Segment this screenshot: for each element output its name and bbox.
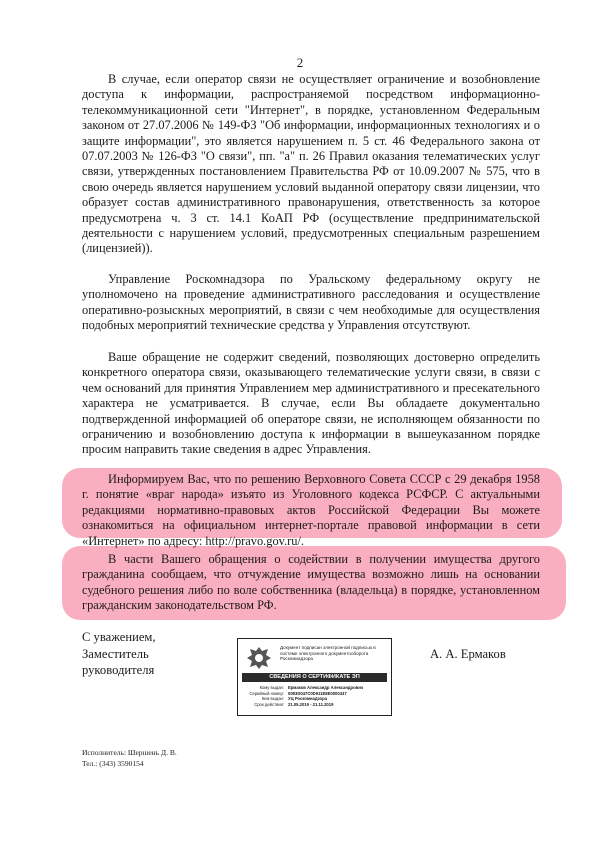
phone-line: Тел.: (343) 3590154 [82, 759, 144, 768]
stamp-certificate-title: СВЕДЕНИЯ О СЕРТИФИКАТЕ ЭП [242, 673, 387, 682]
stamp-row: Срок действия: 21.05.2019 - 21.11.2019 [254, 701, 334, 707]
executor-line: Исполнитель: Шершень Д. В. [82, 748, 177, 757]
stamp-row: Кому выдан: Ермаков Александр Александрович [259, 685, 364, 690]
paragraph-4: Информируем Вас, что по решению Верховного Совета СССР с 29 декабря 1958 г. понятие «враг народа» изъято из Уголовного кодекса РСФСР. С актуальными редакциями нормативно-правовых актов Российской Федерации Вы можете ознакомиться на официальном интернет-портале правовой информации в сети «Интернет» по адресу: http://pravo.gov.ru/. [82, 472, 540, 548]
signatory-name: А. А. Ермаков [430, 647, 506, 661]
stamp-details [244, 685, 389, 707]
paragraph-3: Ваше обращение не содержит сведений, позволяющих достоверно определить конкретного оператора связи, оказывающего телематические услуги связи, в связи с чем оснований для принятия Управлением мер административного и пресекательного характера не усматривается. В случае, если Вы обладаете документально подтвержденной информацией об операторе связи, не исполняющем обязанности по ограничению и возобновлению доступа к информации в вышеуказанном порядке просим направить такие сведения в адрес Управления. [82, 350, 540, 457]
paragraph-2: Управление Роскомнадзора по Уральскому федеральному округу не уполномочено на проведение административного расследования и осуществление оперативно-розыскных мероприятий, в связи с чем необходимые для осуществления подобных мероприятий технические средства у Управления отсутствуют. [82, 272, 540, 333]
electronic-signature-stamp [237, 638, 392, 716]
footer [82, 747, 177, 769]
emblem-icon [244, 645, 274, 671]
stamp-row: Серийный номер: 0083D047C0D911E8E0000437 [249, 690, 347, 696]
page-number: 2 [296, 55, 304, 70]
signature-block [82, 629, 156, 679]
signature-position-1: Заместитель [82, 646, 149, 661]
stamp-row: Кем выдан: УЦ Роскомнадзора [261, 696, 327, 701]
paragraph-1: В случае, если оператор связи не осуществляет ограничение и возобновление доступа к информации, распространяемой посредством информационно-телекоммуникационной сети "Интернет", в порядке, установленном Федеральным законом от 27.07.2006 № 149-ФЗ "Об информации, информационных технологиях и о защите информации", это является нарушением п. 5 ст. 46 Федерального закона от 07.07.2003 № 126-ФЗ "О связи", пп. "а" п. 26 Правил оказания телематических услуг связи, утвержденных постановлением Правительства РФ от 10.09.2007 № 575, что в свою очередь является нарушением условий выданной оператору связи лицензии, что образует состав административного правонарушения, ответственность за которое предусмотрена ч. 3 ст. 14.1 КоАП РФ (осуществление предпринимательской деятельности с нарушением условий, предусмотренных специальным разрешением (лицензией)). [82, 72, 540, 256]
signature-greeting: С уважением, [82, 630, 156, 644]
paragraph-5: В части Вашего обращения о содействии в получении имущества другого гражданина сообщаем, что отчуждение имущества возможно лишь на основании судебного решения либо по воле собственника (владельца) в порядке, установленном гражданским законодательством РФ. [82, 552, 540, 613]
signature-position-2: руководителя [82, 663, 155, 677]
stamp-header-text: Документ подписан электронной подписью в системе электронного документооборота Роскомнадзора [280, 645, 376, 662]
